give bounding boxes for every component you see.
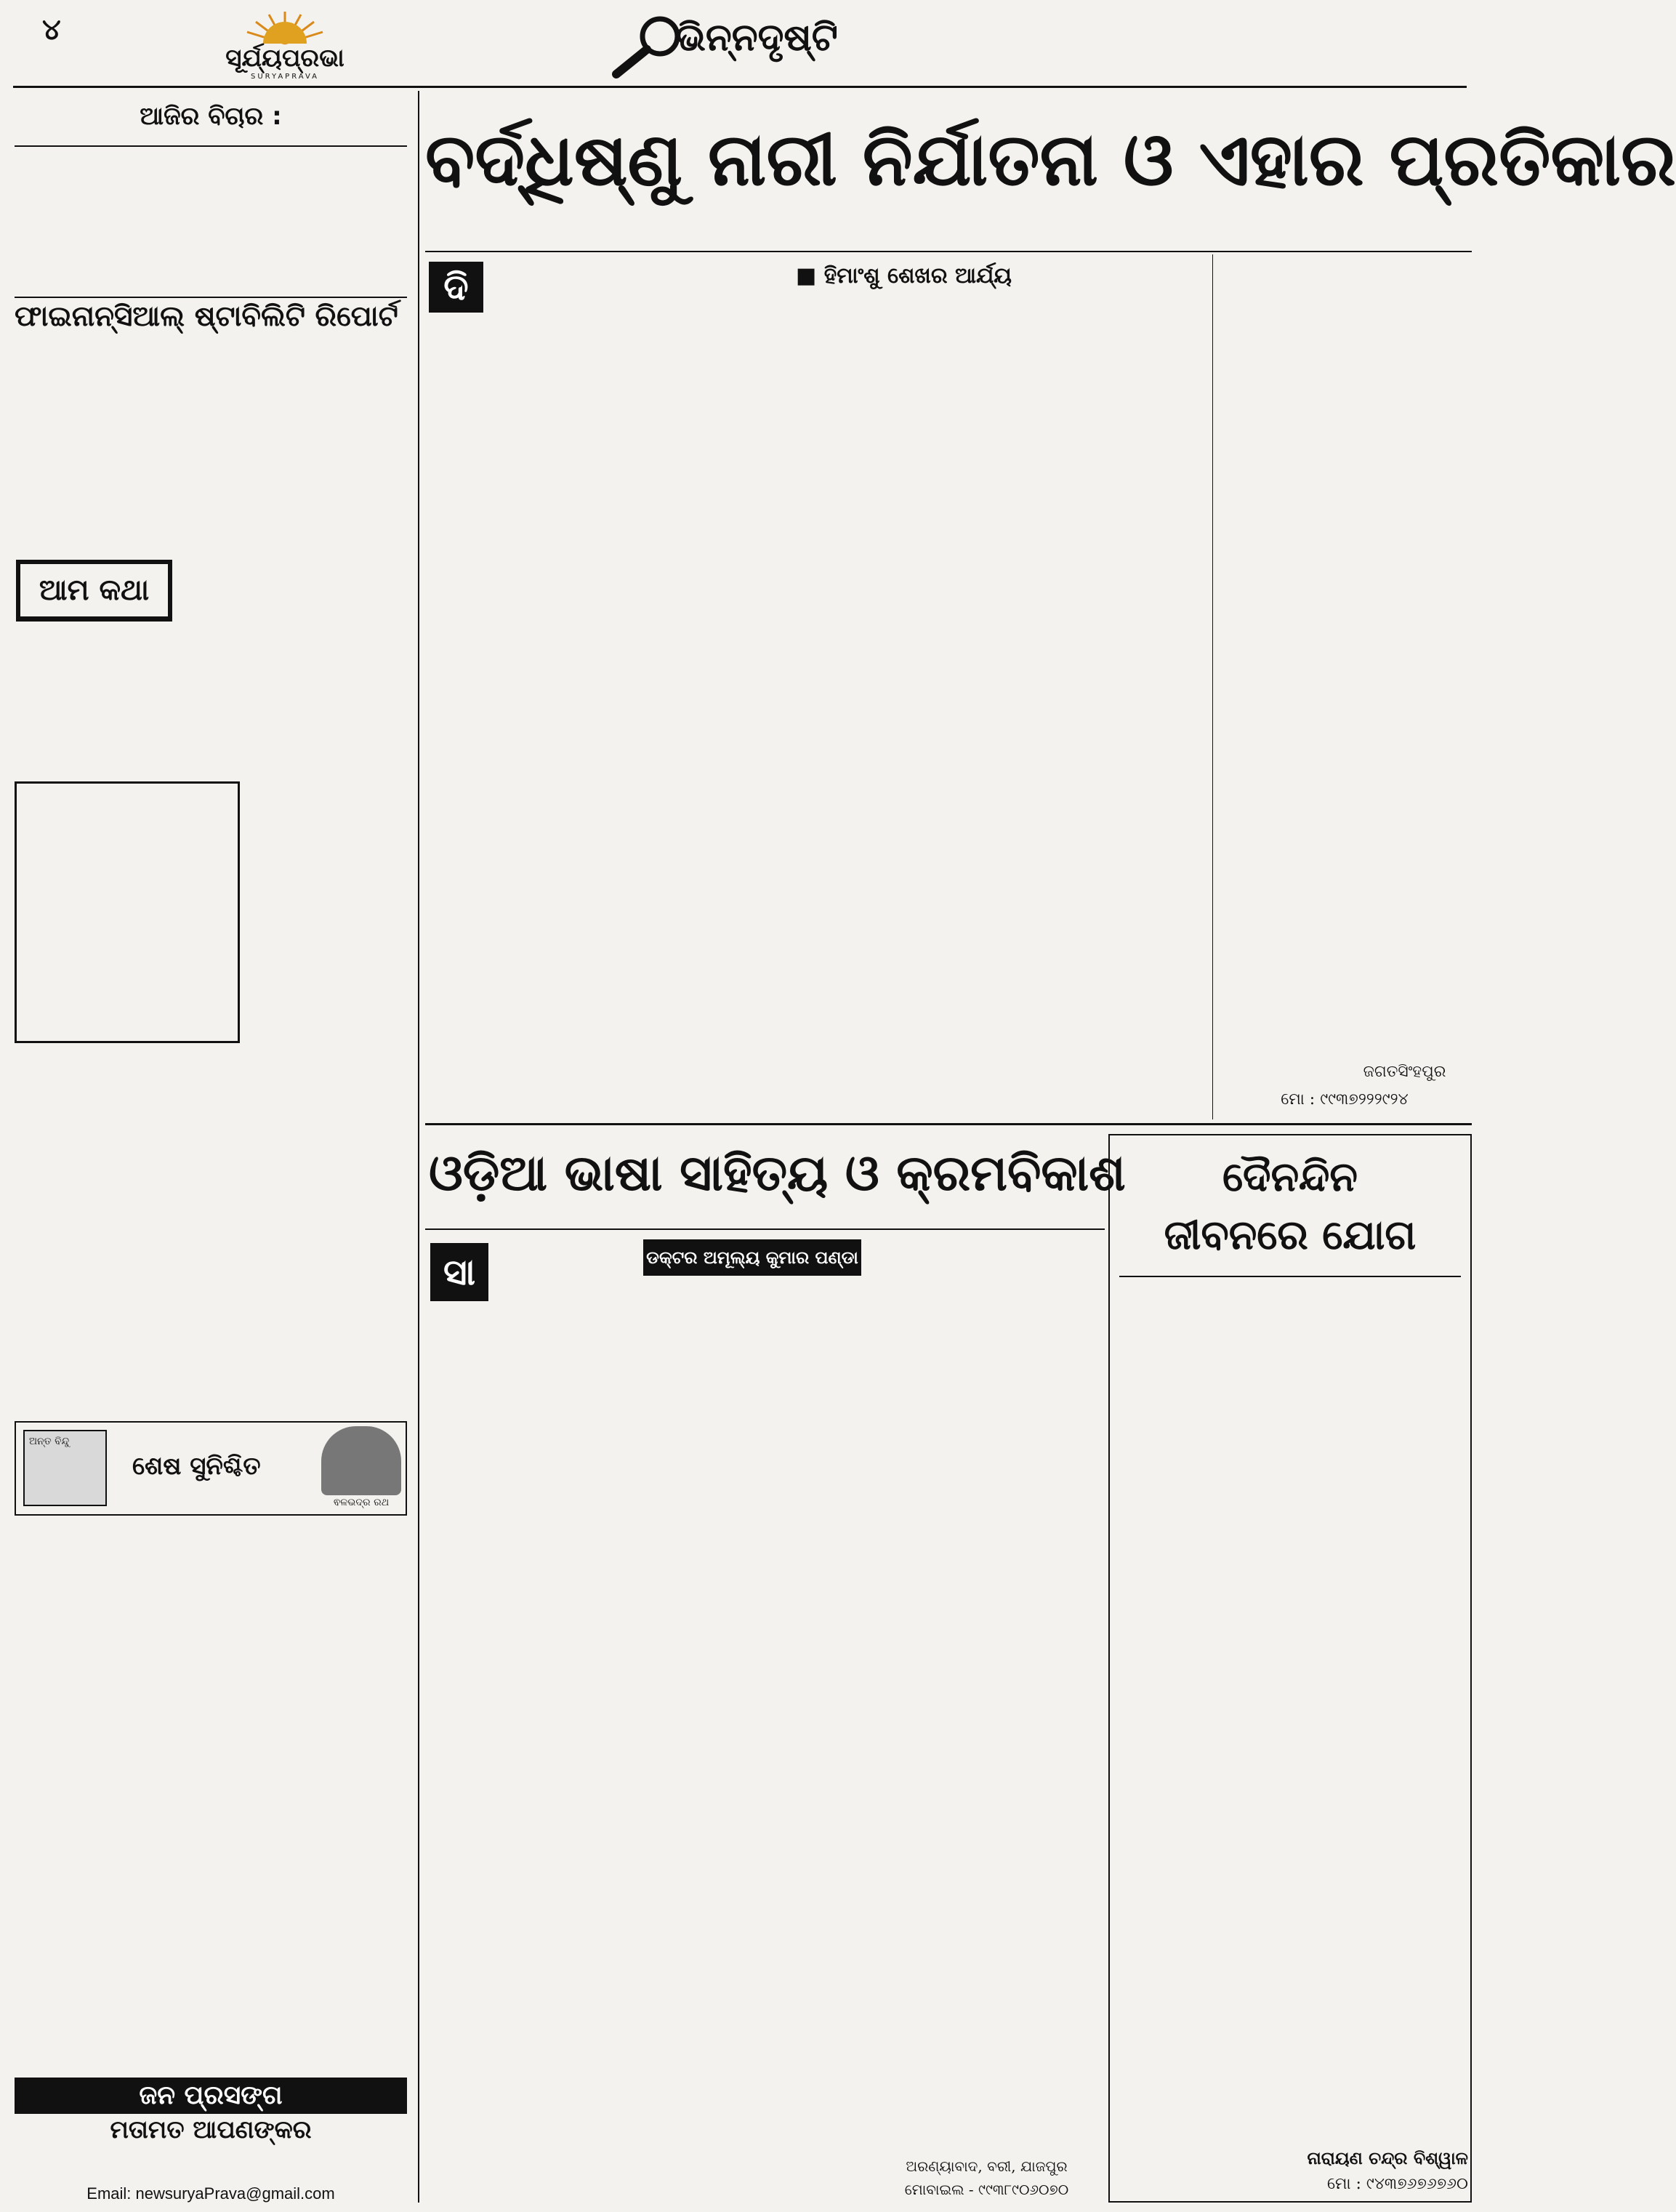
financial-text-wide xyxy=(15,632,407,749)
odia-col-1 xyxy=(493,1239,638,1308)
main-phone: ମୋ : ୯୯୩୭୨୨୨୯୨୪ xyxy=(1281,1090,1409,1109)
page-number: ୪ xyxy=(42,13,61,47)
main-headline: ବର୍ଦ୍ଧିଷ୍ଣୁ ନାରୀ ନିର୍ଯାତନା ଓ ଏହାର ପ୍ରତିକାର xyxy=(425,117,1676,202)
odia-byline: ଡକ୍ଟର ଅମୂଲ୍ୟ କୁମାର ପଣ୍ଡା xyxy=(643,1239,861,1276)
masthead-rule xyxy=(13,86,1467,88)
financial-text-right xyxy=(247,756,407,1185)
financial-highlight xyxy=(15,781,240,1043)
odia-place: ଅରଣ୍ୟାବାଦ, ବରୀ, ଯାଜପୁର xyxy=(906,2157,1068,2175)
yoga-phone: ମୋ : ୯୪୩୭୬୭୬୭୬୦ xyxy=(1327,2175,1468,2193)
column-author-name: ଶେଷ ସୁନିଶ୍ଚିତ xyxy=(132,1452,261,1481)
column-logo xyxy=(23,1430,107,1506)
odia-headline: ଓଡ଼ିଆ ଭାଷା ସାହିତ୍ୟ ଓ କ୍ରମବିକାଶ xyxy=(429,1145,1126,1202)
column-author-box xyxy=(15,1421,407,1516)
financial-heading: ଫାଇନାନ୍ସିଆଲ୍ ଷ୍ଟାବିଲିଟି ରିପୋର୍ଟ xyxy=(15,300,398,333)
main-col-2 xyxy=(690,302,946,1116)
jana-prasanga-email: Email: newsuryaPrava@gmail.com xyxy=(86,2184,335,2203)
section-title xyxy=(603,1,850,81)
paper-logo xyxy=(190,6,379,82)
yoga-author: ନାରାୟଣ ଚନ୍ଦ୍ର ବିଶ୍ୱାଳ xyxy=(1307,2148,1468,2168)
main-col-3 xyxy=(952,302,1208,1116)
sun-logo-icon xyxy=(190,6,379,46)
main-byline: ■ ହିମାଂଶୁ ଶେଖର ଆର୍ଯ୍ୟ xyxy=(796,263,1012,289)
column-author-text xyxy=(15,1523,407,2068)
main-place: ଜଗତସିଂହପୁର xyxy=(1363,1063,1446,1081)
paper-name-latin: SURYAPRAVA xyxy=(251,73,319,81)
jana-prasanga-subheading: ମତାମତ ଆପଣଙ୍କର xyxy=(110,2115,312,2144)
divider xyxy=(425,1228,1105,1230)
odia-col-3 xyxy=(869,1239,1105,2152)
odia-dropcap: ସା xyxy=(430,1243,488,1301)
verse-text xyxy=(15,153,407,211)
yoga-headline-line2: ଜୀବନରେ ଯୋଗ xyxy=(1164,1212,1417,1259)
column-separator xyxy=(1212,254,1213,1119)
divider xyxy=(15,145,407,147)
aama-katha-box xyxy=(16,560,172,622)
financial-text-bottom xyxy=(15,1189,407,1410)
section-title-text: ଭିନ୍ନଦୃଷ୍ଟି xyxy=(676,16,838,60)
divider xyxy=(425,1123,1472,1125)
yoga-text xyxy=(1119,1283,1465,2144)
column-separator xyxy=(418,91,419,2203)
column-tagline: ଅନ୍ତ ବିନ୍ଦୁ xyxy=(29,1436,70,1447)
main-col-1-body xyxy=(429,316,685,1116)
author-photo xyxy=(321,1426,401,1495)
odia-col-2 xyxy=(643,1279,861,2203)
verse-meaning xyxy=(15,212,407,292)
odia-col-1-body xyxy=(429,1308,638,2203)
jana-prasanga-text xyxy=(15,2144,407,2184)
aajira-bichara-heading: ଆଜିର ବିଚାର : xyxy=(140,102,282,131)
jana-prasanga-heading: ଜନ ପ୍ରସଙ୍ଗ xyxy=(15,2078,407,2114)
divider xyxy=(15,297,407,298)
odia-phone: ମୋବାଇଲ - ୯୯୩୮୯୦୬୦୭୦ xyxy=(904,2181,1069,2198)
financial-text-mid xyxy=(178,560,407,629)
main-col-1 xyxy=(488,262,685,313)
main-col-4 xyxy=(1217,262,1472,1061)
divider xyxy=(425,251,1472,252)
financial-text-top xyxy=(15,345,407,556)
divider xyxy=(1119,1276,1461,1277)
paper-name: ସୂର୍ଯ୍ୟପ୍ରଭା xyxy=(225,44,345,73)
yoga-headline-line1: ଦୈନନ୍ଦିନ xyxy=(1222,1154,1358,1201)
aama-katha-label: ଆମ କଥା xyxy=(20,564,168,616)
author-photo-caption: ଵଳଭଦ୍ର ରଥ xyxy=(333,1497,390,1508)
main-dropcap: ଦି xyxy=(429,262,483,313)
